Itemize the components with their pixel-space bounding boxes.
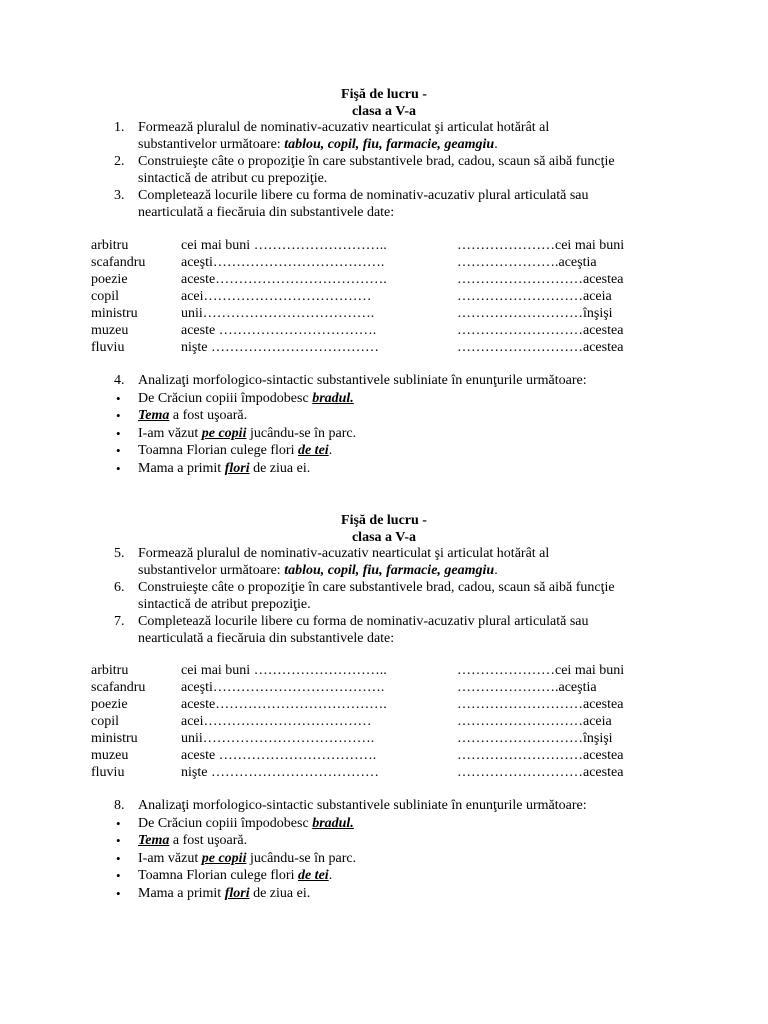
underlined-word: de tei (297, 443, 329, 458)
bullet-icon: • (116, 408, 121, 423)
blank-left: unii………………………………. (181, 731, 375, 746)
blank-right: ………………………acestea (457, 765, 624, 780)
list-item (116, 886, 311, 903)
bullet-icon: • (116, 833, 121, 848)
text-span: De Crăciun copiii împodobesc (138, 391, 313, 406)
blank-left: aceşti………………………………. (181, 255, 385, 270)
underlined-word: bradul. (312, 391, 354, 406)
blank-left: unii………………………………. (181, 306, 375, 321)
question-text: Analizaţi morfologico-sintactic substantivele subliniate în enunţurile următoare: (138, 373, 587, 388)
noun: copil (91, 289, 119, 304)
question-text-cont: nearticulată a fiecăruia din substantivele date: (138, 204, 395, 220)
text-span: Toamna Florian culege flori (138, 443, 298, 458)
question-7 (114, 614, 678, 647)
table-row (0, 697, 768, 714)
list-item (116, 443, 333, 460)
question-text: Construieşte câte o propoziţie în care substantivele brad, cadou, scaun să aibă funcţie (138, 580, 615, 595)
blank-left: aceste………………………………. (181, 272, 387, 287)
question-6 (114, 580, 678, 613)
text-span: a fost uşoară. (169, 408, 248, 423)
blank-left: aceste ……………………………. (181, 748, 377, 763)
table-row (0, 731, 768, 748)
blank-right: ………………………înşişi (457, 306, 613, 321)
text-span: . (494, 562, 498, 578)
text-span: Mama a primit (138, 886, 225, 901)
question-text: Completează locurile libere cu forma de nominativ-acuzativ plural articulată sau (138, 188, 589, 203)
question-number: 4. (114, 373, 125, 388)
question-number: 5. (114, 546, 125, 561)
question-text: Completează locurile libere cu forma de nominativ-acuzativ plural articulată sau (138, 614, 589, 629)
noun: arbitru (91, 663, 129, 678)
question-text-cont: sintactică de atribut cu prepoziţie. (138, 170, 328, 186)
text-span: Toamna Florian culege flori (138, 868, 298, 883)
table-row (0, 255, 768, 272)
noun: ministru (91, 306, 138, 321)
blank-left: cei mai buni ……………………….. (181, 663, 387, 678)
question-number: 3. (114, 188, 125, 203)
underlined-word: Tema (138, 833, 170, 848)
underlined-word: pe copii (201, 851, 247, 866)
text-span: substantivelor următoare: (138, 562, 285, 578)
question-text-cont: nearticulată a fiecăruia din substantivele date: (138, 630, 395, 646)
table-row (0, 340, 768, 357)
question-4 (114, 373, 678, 390)
list-item (116, 851, 357, 868)
question-number: 6. (114, 580, 125, 595)
question-5 (114, 546, 678, 579)
blank-right: ………………………acestea (457, 272, 624, 287)
text-span: I-am văzut (138, 851, 202, 866)
text-span: I-am văzut (138, 426, 202, 441)
blank-left: acei……………………………… (181, 714, 372, 729)
question-text: Construieşte câte o propoziţie în care substantivele brad, cadou, scaun să aibă funcţie (138, 154, 615, 169)
noun: muzeu (91, 323, 129, 338)
blank-right: ………………………aceia (457, 289, 612, 304)
blank-right: ………………….aceştia (457, 680, 597, 695)
underlined-word: pe copii (201, 426, 247, 441)
bullet-icon: • (116, 816, 121, 831)
noun: muzeu (91, 748, 129, 763)
question-text: Analizaţi morfologico-sintactic substantivele subliniate în enunţurile următoare: (138, 798, 587, 813)
noun-list: tablou, copil, fiu, farmacie, geamgiu (284, 562, 495, 578)
bullet-icon: • (116, 868, 121, 883)
table-row (0, 238, 768, 255)
list-item (116, 816, 354, 833)
blank-right: ………………………înşişi (457, 731, 613, 746)
text-span: De Crăciun copiii împodobesc (138, 816, 313, 831)
text-span: substantivelor următoare: (138, 136, 285, 152)
list-item (116, 426, 357, 443)
noun: poezie (91, 697, 128, 712)
question-number: 8. (114, 798, 125, 813)
blank-right: ………………………aceia (457, 714, 612, 729)
question-3 (114, 188, 678, 221)
table-row (0, 680, 768, 697)
noun: scafandru (91, 680, 146, 695)
blank-right: ………………………acestea (457, 697, 624, 712)
blank-right: ………………………acestea (457, 748, 624, 763)
table-row (0, 714, 768, 731)
question-number: 2. (114, 154, 125, 169)
underlined-word: de tei (297, 868, 329, 883)
text-span: Mama a primit (138, 461, 225, 476)
table-row (0, 323, 768, 340)
text-span: jucându-se în parc. (246, 426, 357, 441)
blank-left: cei mai buni ……………………….. (181, 238, 387, 253)
question-number: 7. (114, 614, 125, 629)
noun: scafandru (91, 255, 146, 270)
worksheet-title: Fişă de lucru - (341, 513, 427, 528)
bullet-icon: • (116, 461, 121, 476)
worksheet-title: Fişă de lucru - (341, 87, 427, 102)
underlined-word: flori (224, 461, 250, 476)
question-1 (114, 120, 678, 153)
list-item (116, 868, 333, 885)
noun-list: tablou, copil, fiu, farmacie, geamgiu (284, 136, 495, 152)
blank-right: ………………………acestea (457, 340, 624, 355)
table-row (0, 289, 768, 306)
text-span: jucându-se în parc. (246, 851, 357, 866)
question-text: Formează pluralul de nominativ-acuzativ nearticulat şi articulat hotărât al (138, 546, 550, 561)
bullet-icon: • (116, 443, 121, 458)
noun: arbitru (91, 238, 129, 253)
text-span: . (328, 868, 333, 883)
question-text-cont (138, 563, 678, 580)
blank-right: …………………cei mai buni (457, 663, 625, 678)
table-row (0, 272, 768, 289)
blank-right: ………………………acestea (457, 323, 624, 338)
bullet-icon: • (116, 851, 121, 866)
question-8 (114, 798, 678, 815)
text-span: de ziua ei. (249, 461, 311, 476)
noun: poezie (91, 272, 128, 287)
noun: fluviu (91, 765, 125, 780)
text-span: a fost uşoară. (169, 833, 248, 848)
blank-left: nişte ……………………………… (181, 340, 379, 355)
blank-right: ………………….aceştia (457, 255, 597, 270)
bullet-icon: • (116, 886, 121, 901)
blank-left: nişte ……………………………… (181, 765, 379, 780)
underlined-word: Tema (138, 408, 170, 423)
blank-left: acei……………………………… (181, 289, 372, 304)
table-row (0, 765, 768, 782)
list-item (116, 408, 248, 425)
blank-left: aceste………………………………. (181, 697, 387, 712)
text-span: . (328, 443, 333, 458)
table-row (0, 663, 768, 680)
question-number: 1. (114, 120, 125, 135)
noun: copil (91, 714, 119, 729)
blank-left: aceste ……………………………. (181, 323, 377, 338)
worksheet-subtitle: clasa a V-a (351, 104, 417, 119)
list-item (116, 833, 248, 850)
underlined-word: flori (224, 886, 250, 901)
noun: fluviu (91, 340, 125, 355)
noun: ministru (91, 731, 138, 746)
blank-right: …………………cei mai buni (457, 238, 625, 253)
blank-left: aceşti………………………………. (181, 680, 385, 695)
underlined-word: bradul. (312, 816, 354, 831)
table-row (0, 748, 768, 765)
list-item (116, 461, 311, 478)
question-2 (114, 154, 678, 187)
bullet-icon: • (116, 391, 121, 406)
table-row (0, 306, 768, 323)
text-span: . (494, 136, 498, 152)
worksheet-subtitle: clasa a V-a (351, 530, 417, 545)
question-text-cont: sintactică de atribut prepoziţie. (138, 596, 311, 612)
bullet-icon: • (116, 426, 121, 441)
text-span: de ziua ei. (249, 886, 311, 901)
question-text: Formează pluralul de nominativ-acuzativ nearticulat şi articulat hotărât al (138, 120, 550, 135)
question-text-cont (138, 137, 678, 154)
list-item (116, 391, 354, 408)
